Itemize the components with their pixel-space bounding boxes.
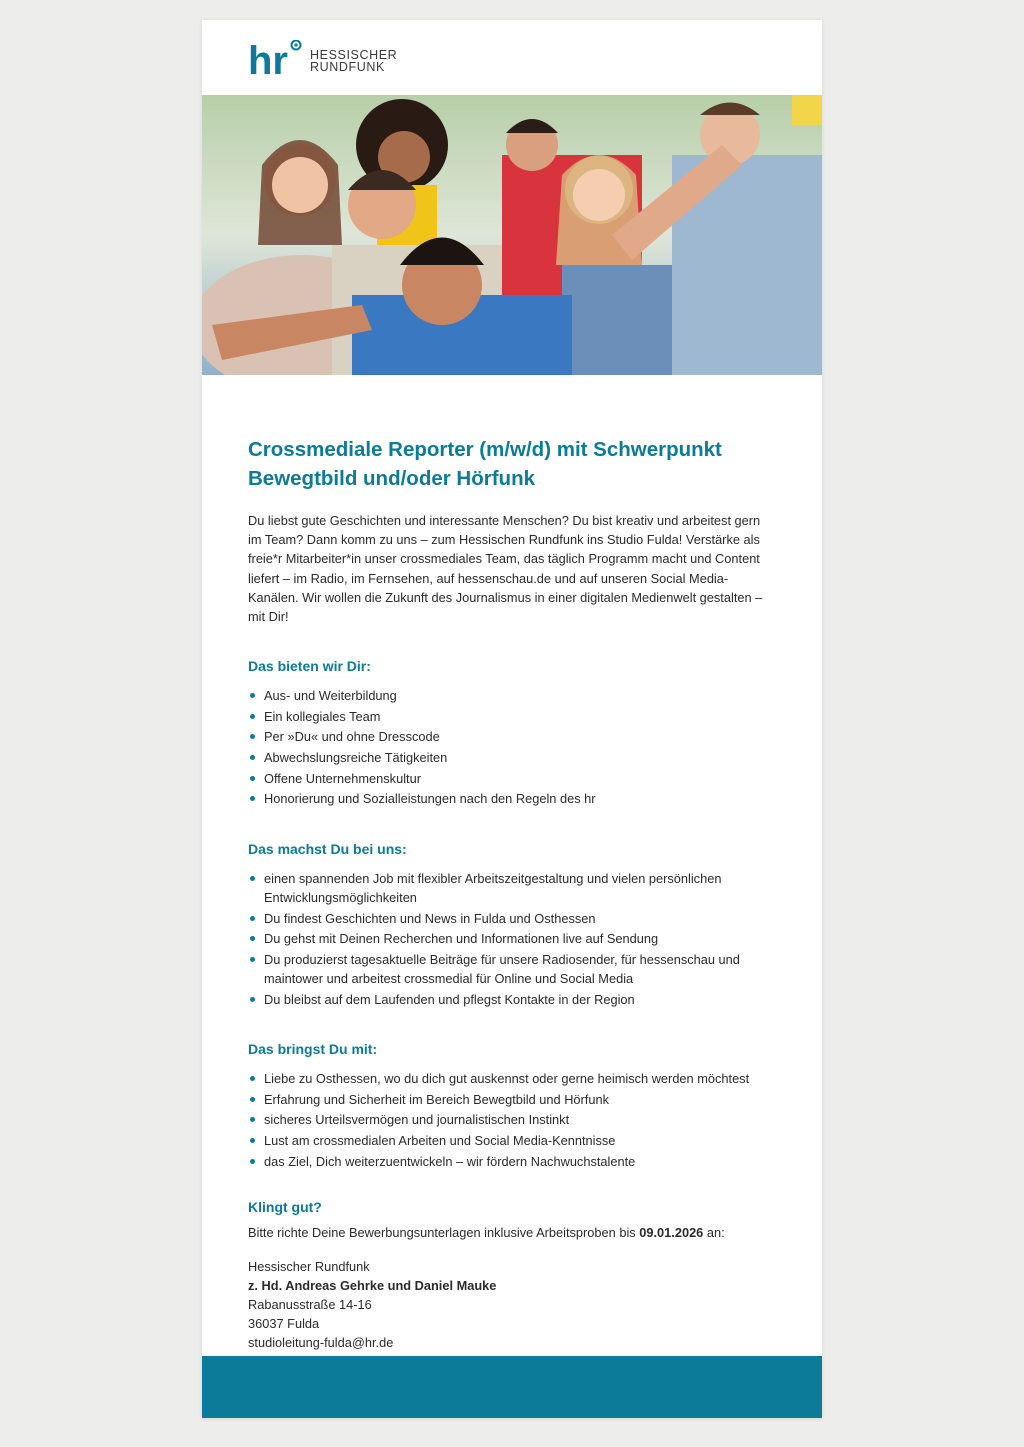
list-item: Abwechslungsreiche Tätigkeiten (248, 748, 776, 767)
list-item: Honorierung und Sozialleistungen nach den Regeln des hr (248, 789, 776, 808)
logo-line-1: HESSISCHER (310, 48, 398, 62)
apply-text (248, 1223, 776, 1242)
list-item: Offene Unternehmenskultur (248, 769, 776, 788)
job-title (248, 435, 776, 493)
logo-mark: hr (248, 40, 288, 76)
list-item: Ein kollegiales Team (248, 707, 776, 726)
address-city: 36037 Fulda (248, 1316, 320, 1332)
list-item: Lust am crossmedialen Arbeiten und Social Media-Kenntnisse (248, 1131, 776, 1150)
content (202, 375, 822, 1352)
logo-wordmark (310, 49, 397, 73)
section-title-requirements: Das bringst Du mit: (248, 1041, 378, 1058)
list-item: das Ziel, Dich weiterzuentwickeln – wir fördern Nachwuchstalente (248, 1152, 776, 1171)
list-item: Du bleibst auf dem Laufenden und pflegst Kontakte in der Region (248, 990, 776, 1009)
contact-email-link[interactable]: studioleitung-fulda@hr.de (248, 1335, 394, 1351)
job-title-line-1: Crossmediale Reporter (m/w/d) mit Schwerpunkt (248, 438, 722, 461)
section-title-tasks: Das machst Du bei uns: (248, 840, 407, 857)
address-org: Hessischer Rundfunk (248, 1259, 370, 1275)
footer-bar (202, 1356, 822, 1418)
logo-line-2: RUNDFUNK (310, 60, 385, 74)
apply-title: Klingt gut? (248, 1198, 322, 1215)
hero-image (202, 95, 822, 375)
list-item: Aus- und Weiterbildung (248, 686, 776, 705)
list-item: Du gehst mit Deinen Recherchen und Informationen live auf Sendung (248, 929, 776, 948)
list-item: Liebe zu Osthessen, wo du dich gut auskennst oder gerne heimisch werden möchtest (248, 1069, 776, 1088)
address-street: Rabanusstraße 14-16 (248, 1297, 372, 1313)
tasks-list (248, 869, 776, 1010)
list-item: sicheres Urteilsvermögen und journalistischen Instinkt (248, 1110, 776, 1129)
offer-list (248, 686, 776, 808)
hr-logo[interactable] (248, 40, 397, 76)
hr-logo-icon (248, 40, 304, 76)
list-item: Per »Du« und ohne Dresscode (248, 727, 776, 746)
requirements-list (248, 1069, 776, 1171)
contact-address (248, 1257, 776, 1352)
job-posting-card (202, 20, 822, 1418)
list-item: Du findest Geschichten und News in Fulda und Osthessen (248, 909, 776, 928)
apply-deadline: 09.01.2026 (639, 1224, 704, 1240)
list-item: Du produzierst tagesaktuelle Beiträge für unsere Radiosender, für hessenschau und maintower und arbeitest crossmedial für Online und Social Media (248, 950, 776, 989)
apply-text-before: Bitte richte Deine Bewerbungsunterlagen inklusive Arbeitsproben bis (248, 1224, 640, 1240)
list-item: Erfahrung und Sicherheit im Bereich Bewegtbild und Hörfunk (248, 1090, 776, 1109)
intro-text: Du liebst gute Geschichten und interessante Menschen? Du bist kreativ und arbeitest gern im Team? Dann komm zu uns – zum Hessischen Rundfunk ins Studio Fulda! Verstärke als freie*r Mitarbeiter*in unser crossmediales Team, das täglich Programm macht und Content liefert – im Radio, im Fernsehen, auf hessenschau.de und auf unseren Social Media-Kanälen. Wir wollen die Zukunft des Journalismus in einer digitalen Medienwelt gestalten – mit Dir! (248, 513, 763, 625)
apply-text-after: an: (703, 1224, 725, 1240)
section-title-offer: Das bieten wir Dir: (248, 658, 371, 675)
job-title-line-2: Bewegtbild und/oder Hörfunk (248, 467, 535, 490)
list-item: einen spannenden Job mit flexibler Arbeitszeitgestaltung und vielen persönlichen Entwicklungsmöglichkeiten (248, 869, 776, 908)
group-photo-icon (202, 95, 822, 375)
header (202, 20, 822, 95)
address-contact: z. Hd. Andreas Gehrke und Daniel Mauke (248, 1278, 497, 1294)
